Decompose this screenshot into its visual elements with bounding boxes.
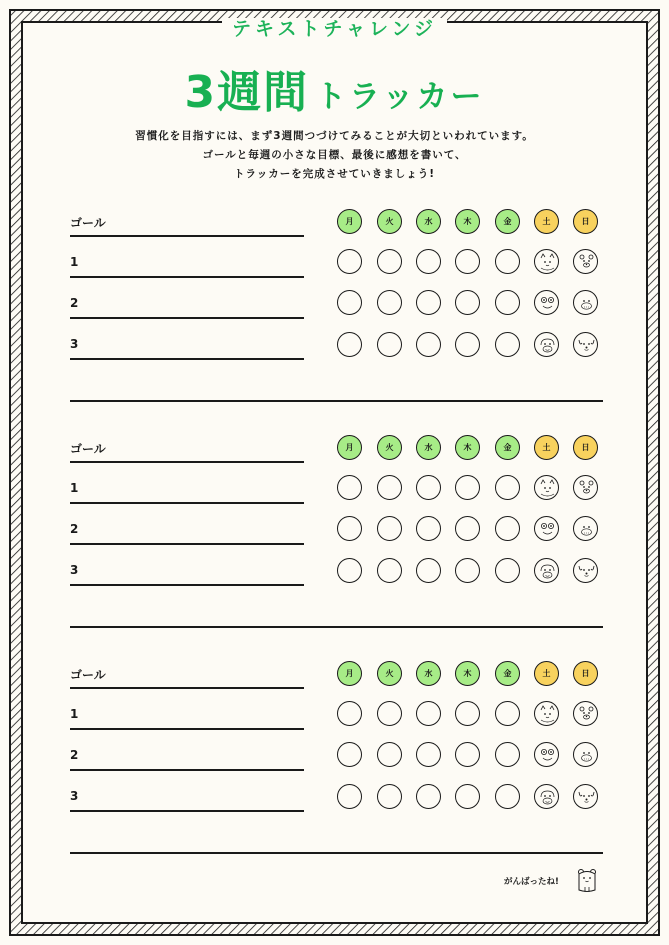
goal-input-line[interactable] xyxy=(70,235,304,237)
check-circle[interactable] xyxy=(377,332,402,357)
day-header-circle: 日 xyxy=(573,209,598,234)
day-header-circle: 日 xyxy=(573,661,598,686)
monkey-face-icon[interactable] xyxy=(534,332,559,357)
hamster-face-icon[interactable] xyxy=(573,290,598,315)
reflection-line[interactable] xyxy=(70,626,603,628)
target-number-label: 2 xyxy=(70,748,79,762)
day-header-circle: 木 xyxy=(455,435,480,460)
target-number-label: 2 xyxy=(70,522,79,536)
check-circle[interactable] xyxy=(495,742,520,767)
check-circle[interactable] xyxy=(337,701,362,726)
hamster-face-icon[interactable] xyxy=(573,742,598,767)
reflection-line[interactable] xyxy=(70,400,603,402)
target-input-line[interactable] xyxy=(70,810,304,812)
bear-icon xyxy=(576,868,598,894)
check-circle[interactable] xyxy=(377,290,402,315)
target-number-label: 3 xyxy=(70,337,79,351)
dog-face-icon[interactable] xyxy=(573,784,598,809)
check-circle[interactable] xyxy=(377,701,402,726)
title-sub: トラッカー xyxy=(315,79,485,115)
check-circle[interactable] xyxy=(416,784,441,809)
goal-label: ゴール xyxy=(70,216,106,230)
day-header-circle: 月 xyxy=(337,209,362,234)
goal-input-line[interactable] xyxy=(70,687,304,689)
target-input-line[interactable] xyxy=(70,769,304,771)
target-number-label: 2 xyxy=(70,296,79,310)
bear-face-icon[interactable] xyxy=(573,701,598,726)
week-section xyxy=(0,205,669,405)
check-circle[interactable] xyxy=(495,701,520,726)
check-circle[interactable] xyxy=(337,332,362,357)
day-header-circle: 木 xyxy=(455,661,480,686)
day-header-circle: 月 xyxy=(337,435,362,460)
day-header-circle: 土 xyxy=(534,435,559,460)
target-input-line[interactable] xyxy=(70,728,304,730)
day-header-circle: 水 xyxy=(416,209,441,234)
dog-face-icon[interactable] xyxy=(573,332,598,357)
target-number-label: 1 xyxy=(70,707,79,721)
check-circle[interactable] xyxy=(377,742,402,767)
check-circle[interactable] xyxy=(455,332,480,357)
day-header-circle: 木 xyxy=(455,209,480,234)
check-circle[interactable] xyxy=(495,784,520,809)
check-circle[interactable] xyxy=(416,249,441,274)
check-circle[interactable] xyxy=(337,784,362,809)
target-number-label: 1 xyxy=(70,255,79,269)
check-circle[interactable] xyxy=(337,516,362,541)
day-header-circle: 火 xyxy=(377,209,402,234)
check-circle[interactable] xyxy=(495,249,520,274)
check-circle[interactable] xyxy=(377,249,402,274)
reflection-line[interactable] xyxy=(70,852,603,854)
check-circle[interactable] xyxy=(377,516,402,541)
check-circle[interactable] xyxy=(337,742,362,767)
check-circle[interactable] xyxy=(377,558,402,583)
week-section xyxy=(0,657,669,857)
frog-face-icon[interactable] xyxy=(534,742,559,767)
day-header-circle: 土 xyxy=(534,661,559,686)
target-input-line[interactable] xyxy=(70,584,304,586)
page-title xyxy=(0,56,669,120)
intro-line: 習慣化を目指すには、まず3週間つづけてみることが大切といわれています。 xyxy=(135,130,534,142)
target-input-line[interactable] xyxy=(70,502,304,504)
check-circle[interactable] xyxy=(455,784,480,809)
check-circle[interactable] xyxy=(416,742,441,767)
monkey-face-icon[interactable] xyxy=(534,784,559,809)
day-header-circle: 土 xyxy=(534,209,559,234)
check-circle[interactable] xyxy=(455,249,480,274)
goal-label: ゴール xyxy=(70,668,106,682)
intro-text xyxy=(0,127,669,184)
target-number-label: 3 xyxy=(70,789,79,803)
day-header-circle: 火 xyxy=(377,435,402,460)
check-circle[interactable] xyxy=(495,558,520,583)
check-circle[interactable] xyxy=(416,332,441,357)
hamster-face-icon[interactable] xyxy=(573,516,598,541)
cat-face-icon[interactable] xyxy=(534,249,559,274)
frog-face-icon[interactable] xyxy=(534,516,559,541)
check-circle[interactable] xyxy=(416,558,441,583)
check-circle[interactable] xyxy=(337,290,362,315)
check-circle[interactable] xyxy=(495,475,520,500)
check-circle[interactable] xyxy=(377,475,402,500)
check-circle[interactable] xyxy=(495,516,520,541)
target-number-label: 3 xyxy=(70,563,79,577)
day-header-circle: 金 xyxy=(495,661,520,686)
check-circle[interactable] xyxy=(455,475,480,500)
check-circle[interactable] xyxy=(455,701,480,726)
title-main: 3週間 xyxy=(184,67,310,118)
check-circle[interactable] xyxy=(416,516,441,541)
check-circle[interactable] xyxy=(455,742,480,767)
bear-face-icon[interactable] xyxy=(573,475,598,500)
day-header-circle: 水 xyxy=(416,435,441,460)
check-circle[interactable] xyxy=(495,290,520,315)
target-input-line[interactable] xyxy=(70,543,304,545)
target-number-label: 1 xyxy=(70,481,79,495)
day-header-circle: 火 xyxy=(377,661,402,686)
check-circle[interactable] xyxy=(416,290,441,315)
footer-message: がんばったね! xyxy=(504,877,559,887)
dog-face-icon[interactable] xyxy=(573,558,598,583)
day-header-circle: 月 xyxy=(337,661,362,686)
cat-face-icon[interactable] xyxy=(534,475,559,500)
target-input-line[interactable] xyxy=(70,317,304,319)
intro-line: トラッカーを完成させていきましょう! xyxy=(233,168,436,180)
day-header-circle: 金 xyxy=(495,209,520,234)
check-circle[interactable] xyxy=(337,249,362,274)
goal-input-line[interactable] xyxy=(70,461,304,463)
header-subtitle: テキストチャレンジ xyxy=(0,14,669,41)
day-header-circle: 日 xyxy=(573,435,598,460)
day-header-circle: 水 xyxy=(416,661,441,686)
check-circle[interactable] xyxy=(455,290,480,315)
check-circle[interactable] xyxy=(416,475,441,500)
check-circle[interactable] xyxy=(495,332,520,357)
target-input-line[interactable] xyxy=(70,276,304,278)
week-section xyxy=(0,431,669,631)
check-circle[interactable] xyxy=(455,558,480,583)
check-circle[interactable] xyxy=(377,784,402,809)
intro-line: ゴールと毎週の小さな目標、最後に感想を書いて、 xyxy=(202,149,467,161)
check-circle[interactable] xyxy=(337,558,362,583)
target-input-line[interactable] xyxy=(70,358,304,360)
check-circle[interactable] xyxy=(455,516,480,541)
goal-label: ゴール xyxy=(70,442,106,456)
check-circle[interactable] xyxy=(416,701,441,726)
bear-face-icon[interactable] xyxy=(573,249,598,274)
day-header-circle: 金 xyxy=(495,435,520,460)
cat-face-icon[interactable] xyxy=(534,701,559,726)
frog-face-icon[interactable] xyxy=(534,290,559,315)
monkey-face-icon[interactable] xyxy=(534,558,559,583)
check-circle[interactable] xyxy=(337,475,362,500)
